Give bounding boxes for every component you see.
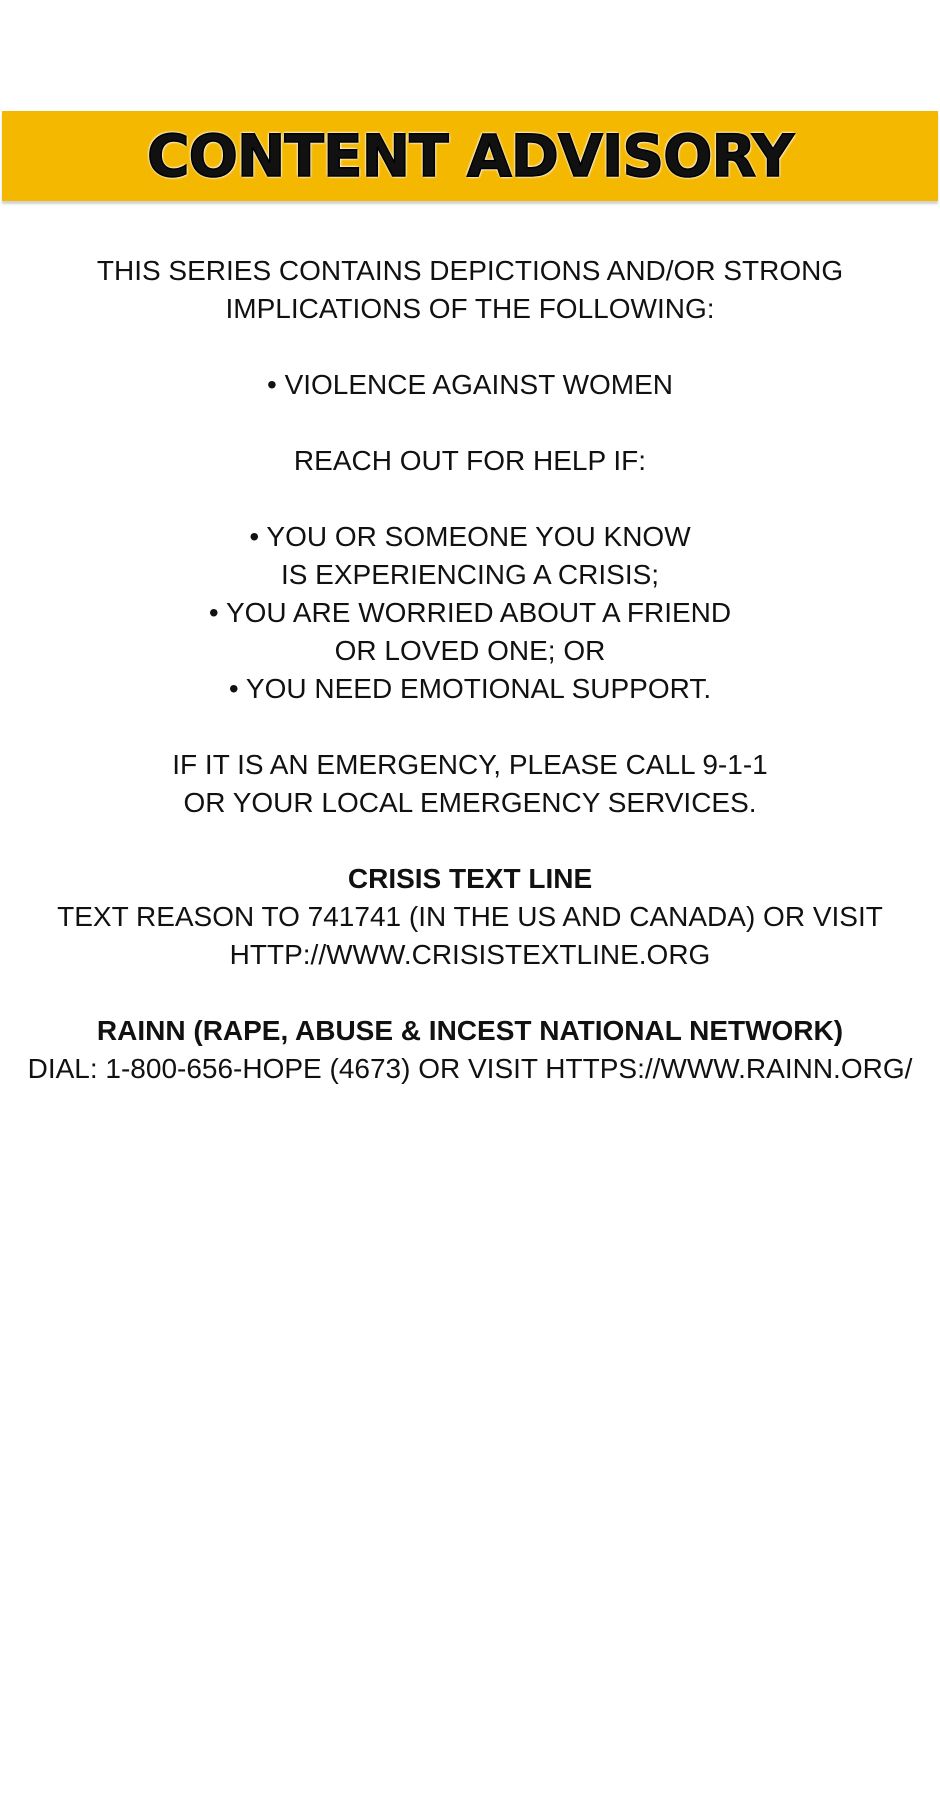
rainn-contact[interactable]: DIAL: 1-800-656-HOPE (4673) OR VISIT HTTPS://WWW.RAINN.ORG/ (27, 1053, 913, 1084)
rainn-heading: RAINN (RAPE, ABUSE & INCEST NATIONAL NETWORK) (96, 1015, 844, 1046)
spacer (0, 328, 940, 366)
spacer (0, 480, 940, 518)
help-item: • YOU OR SOMEONE YOU KNOW (249, 521, 691, 552)
crisis-text-line-url[interactable]: HTTP://WWW.CRISISTEXTLINE.ORG (229, 939, 711, 970)
crisis-text-line-heading: CRISIS TEXT LINE (347, 863, 593, 894)
advisory-banner (2, 111, 938, 201)
emergency-line-1: IF IT IS AN EMERGENCY, PLEASE CALL 9-1-1 (172, 749, 768, 780)
advisory-content (0, 252, 940, 1088)
intro-line-1: THIS SERIES CONTAINS DEPICTIONS AND/OR STRONG (96, 255, 844, 286)
spacer (0, 404, 940, 442)
emergency-line-2: OR YOUR LOCAL EMERGENCY SERVICES. (183, 787, 757, 818)
warning-item: • VIOLENCE AGAINST WOMEN (266, 369, 674, 400)
help-item: IS EXPERIENCING A CRISIS; (280, 559, 660, 590)
intro-line-2: IMPLICATIONS OF THE FOLLOWING: (225, 293, 715, 324)
spacer (0, 708, 940, 746)
spacer (0, 822, 940, 860)
page-title: CONTENT ADVISORY (147, 122, 793, 190)
crisis-text-line-instructions: TEXT REASON TO 741741 (IN THE US AND CANADA) OR VISIT (57, 901, 883, 932)
spacer (0, 974, 940, 1012)
help-item: • YOU NEED EMOTIONAL SUPPORT. (228, 673, 712, 704)
help-item: OR LOVED ONE; OR (334, 635, 606, 666)
help-item: • YOU ARE WORRIED ABOUT A FRIEND (208, 597, 732, 628)
help-heading: REACH OUT FOR HELP IF: (293, 445, 647, 476)
